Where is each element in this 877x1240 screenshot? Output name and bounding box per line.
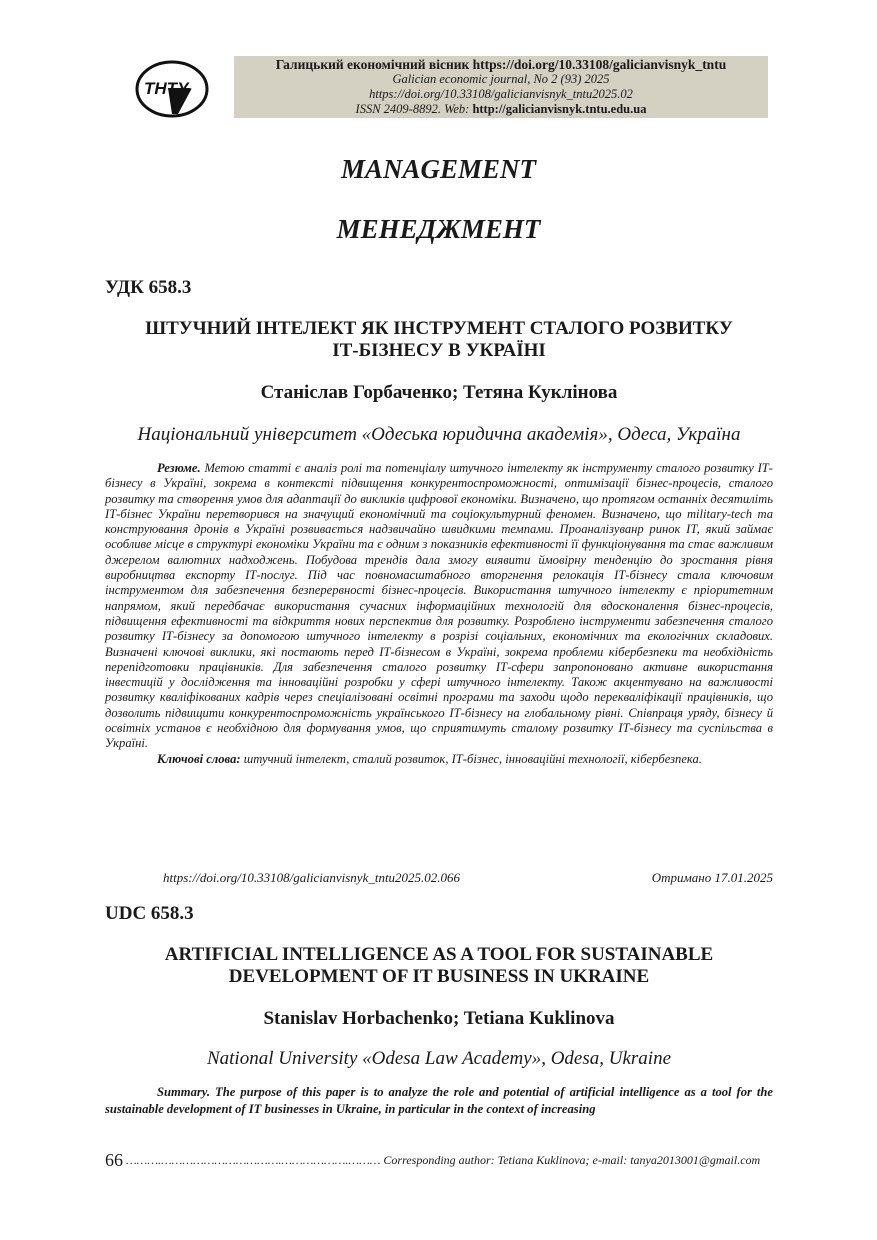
- abstract-label: Резюме.: [157, 461, 201, 475]
- authors-uk: Станіслав Горбаченко; Тетяна Куклінова: [260, 382, 618, 403]
- udc-en: UDC 658.3: [105, 903, 194, 924]
- journal-doi-line: https://doi.org/10.33108/galicianvisnyk_tntu2025.02: [369, 87, 633, 101]
- affiliation-uk: Національний університет «Одеська юридична академія», Одеса, Україна: [137, 424, 741, 445]
- summary-paragraph: [105, 1084, 773, 1118]
- journal-info-box: [234, 56, 768, 118]
- summary-text: . The purpose of this paper is to analyze the role and potential of artificial intelligence as a tool for the sustainable development of IT businesses in Ukraine, in particular in the context of increasing: [105, 1085, 773, 1116]
- udc-uk: УДК 658.3: [105, 277, 192, 298]
- journal-web-link[interactable]: http://galicianvisnyk.tntu.edu.ua: [472, 102, 647, 116]
- summary-label: Summary: [157, 1085, 207, 1099]
- journal-issue-line: Galician economic journal, No 2 (93) 2025: [392, 72, 610, 86]
- svg-text:ТНТУ: ТНТУ: [144, 79, 189, 98]
- article-meta-row: [163, 870, 773, 886]
- authors-en: Stanislav Horbachenko; Tetiana Kuklinova: [263, 1008, 615, 1029]
- page-number: 66: [105, 1150, 123, 1170]
- section-heading-en: MANAGEMENT: [340, 154, 537, 184]
- keywords-text: штучний інтелект, сталий розвиток, ІТ-бізнес, інноваційні технології, кібербезпека.: [240, 751, 702, 766]
- received-date: Отримано 17.01.2025: [651, 870, 773, 885]
- title-uk-line2: ІТ-БІЗНЕСУ В УКРАЇНІ: [332, 340, 546, 361]
- article-title-uk: [105, 318, 773, 362]
- page-footer: [105, 1150, 773, 1171]
- corresponding-author: Corresponding author: Tetiana Kuklinova; e-mail: tanya2013001@gmail.com: [383, 1153, 761, 1167]
- footer-dots: ……….…………………………….……………….………: [123, 1153, 384, 1167]
- issn-text: ISSN 2409-8892. Web:: [355, 102, 473, 116]
- title-uk-line1: ШТУЧНИЙ ІНТЕЛЕКТ ЯК ІНСТРУМЕНТ СТАЛОГО РОЗВИТКУ: [145, 318, 733, 339]
- title-en-line2: DEVELOPMENT OF IT BUSINESS IN UKRAINE: [228, 966, 650, 987]
- article-title-en: [105, 944, 773, 988]
- abstract-text: Метою статті є аналіз ролі та потенціалу штучного інтелекту як інструменту сталого розвитку ІТ-бізнесу в Україні, зокрема в контексті підвищення конкурентоспроможності, оптимізації бізнес-процесів, сталого розвитку та створення умов для адаптації до викликів цифрової економіки. Визначено, що протягом останніх десятиліть ІТ-бізнес України перетворився на значущий економічний та соціокультурний феномен. Визначено, що military-tech та конструювання дронів в Україні розвивається надзвичайно швидкими темпами. Проаналізуванр ринок ІТ, який займає особливе місце в структурі економіки України та є одним з показників ефективності її функціонування та стає важливим джерелом валютних надходжень. Побудова трендів дала змогу виявити ймовірну тенденцію до зростання рівня виробництва експорту ІТ-послуг. Під час повномасштабного вторгнення релокація ІТ-бізнесу стала ключовим інструментом для забезпечення безперервності бізнес-процесів. Використання штучного інтелекту є пріоритетним напрямом, який передбачає використання сучасних інформаційних технологій для вдосконалення бізнес-процесів, підвищення ефективності та відкриття нових перспектив для розвитку. Розроблено інструменти забезпечення сталого розвитку ІТ-бізнесу за допомогою штучного інтелекту в розрізі соціальних, економічних та екологічних складових. Визначені ключові виклики, які постають перед ІТ-бізнесом в Україні, зокрема проблеми кібербезпеки та необхідність перепідготовки працівників. Для забезпечення сталого розвитку ІТ-сфери запропоновано активне використання інвестицій у дослідження та інноваційні розробки у сфері штучного інтелекту. Також акцентувано на важливості розвитку кваліфікованих кадрів через спеціалізовані освітні програми та заходи щодо перекваліфікації працівників, що дозволить підвищити конкурентоспроможність українського ІТ-бізнесу на глобальному рівні. Співпраця уряду, бізнесу й освітніх установ є необхідною для формування умов, що сприятимуть сталому розвитку ІТ-бізнесу та суспільства в Україні.: [105, 461, 773, 751]
- section-heading-uk: МЕНЕДЖМЕНТ: [336, 214, 541, 244]
- affiliation-en: National University «Odesa Law Academy», Odesa, Ukraine: [206, 1048, 672, 1069]
- abstract-paragraph: [105, 461, 773, 752]
- keywords-paragraph: [105, 752, 773, 767]
- abstract-uk: [105, 461, 773, 767]
- title-en-line1: ARTIFICIAL INTELLIGENCE AS A TOOL FOR SUSTAINABLE: [164, 944, 714, 965]
- keywords-label: Ключові слова:: [157, 751, 241, 766]
- summary-en: [105, 1084, 773, 1118]
- journal-title-line: Галицький економічний вісник https://doi.org/10.33108/galicianvisnyk_tntu: [275, 57, 727, 72]
- journal-issn-line: [234, 102, 768, 117]
- journal-logo: [134, 58, 210, 120]
- article-doi-link[interactable]: https://doi.org/10.33108/galicianvisnyk_tntu2025.02.066: [163, 870, 461, 885]
